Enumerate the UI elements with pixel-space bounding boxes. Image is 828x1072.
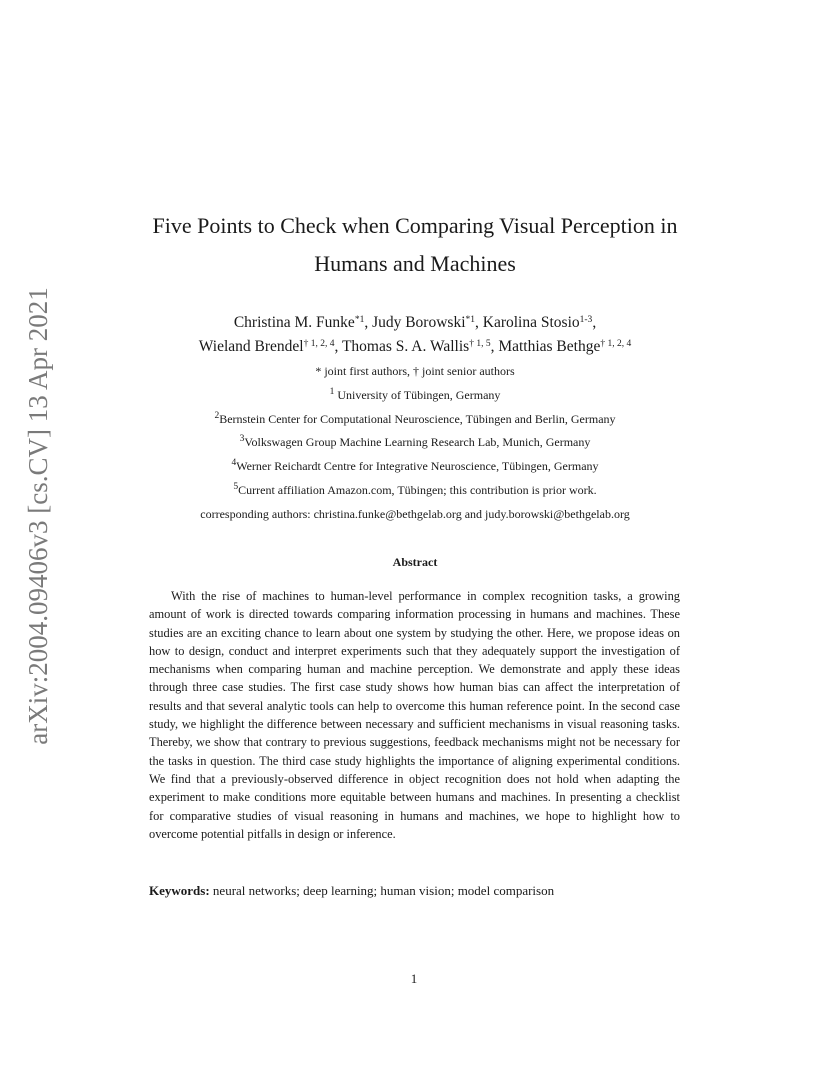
author: Karolina Stosio$^{1-3}$,	[482, 314, 597, 331]
author-mark: † 1, 2, 4	[303, 339, 335, 349]
abstract-body: With the rise of machines to human-level performance in complex recognition tasks, a growing amount of work is directed towards comparing information processing in humans and machines. These studies are an exciting chance to learn about one system by studying the other. Here, we propose ideas on how to design, conduct and interpret experiments such that they adequately support the investigation of mechanisms when comparing human and machine perception. We demonstrate and apply these ideas through three case studies. The first case study shows how human bias can affect the interpretation of results and that several analytic tools can help to overcome this human reference point. In the second case study, we highlight the difference between necessary and sufficient mechanisms in visual reasoning tasks. Thereby, we show that contrary to previous suggestions, feedback mechanisms might not be necessary for the tasks in question. The third case study highlights the importance of aligning experimental conditions. We find that a previously-observed difference in object recognition does not hold when adapting the experiment to make conditions more equitable between humans and machines. In presenting a checklist for comparative studies of visual reasoning in humans and machines, we hope to highlight how to overcome potential pitfalls in design or inference.	[149, 589, 680, 841]
author-name: Thomas S. A. Wallis	[341, 338, 470, 355]
corresponding-authors: corresponding authors: christina.funke@bethgelab.org and judy.borowski@bethgelab.org	[200, 507, 630, 521]
paper-title	[110, 207, 720, 283]
author-mark: † 1, 5	[469, 339, 491, 349]
affiliation-text: University of Tübingen, Germany	[334, 388, 501, 402]
author: Christina M. Funke$^{*1}$,	[233, 314, 373, 331]
affiliation-number: 4	[231, 458, 237, 468]
author-contribution-note: * joint first authors, † joint senior authors	[315, 364, 515, 378]
keywords-label: Keywords:	[149, 883, 210, 898]
author-mark: 1-3	[579, 315, 593, 325]
affiliation-text: Bernstein Center for Computational Neuroscience, Tübingen and Berlin, Germany	[219, 412, 616, 426]
author: Wieland Brendel$^{\dagger 1, 2, 4}$,	[198, 338, 342, 355]
author	[498, 338, 631, 355]
affiliation-2	[110, 411, 720, 427]
affiliation-text: Current affiliation Amazon.com, Tübingen; this contribution is prior work.	[238, 483, 597, 497]
affiliation-text: Werner Reichardt Centre for Integrative Neuroscience, Tübingen, Germany	[236, 459, 599, 473]
author-mark: *1	[354, 315, 365, 325]
arxiv-identifier-text: arXiv:2004.09406v3 [cs.CV] 13 Apr 2021	[23, 287, 53, 745]
paper-title-line-2: Humans and Machines	[314, 251, 516, 276]
affiliation-4	[110, 458, 720, 474]
affiliation-number: 1	[329, 387, 335, 397]
affiliation-5	[110, 482, 720, 498]
affiliation-number: 3	[239, 434, 245, 444]
keywords	[149, 882, 709, 900]
author-name: Judy Borowski	[372, 314, 466, 331]
author-list	[110, 311, 720, 359]
author-mark: † 1, 2, 4	[600, 339, 632, 349]
page-number: 1	[410, 971, 418, 986]
author-name: Christina M. Funke	[233, 314, 355, 331]
author: Thomas S. A. Wallis$^{\dagger 1, 5}$,	[341, 338, 499, 355]
affiliation-number: 2	[214, 411, 220, 421]
author-mark: *1	[465, 315, 476, 325]
paper-title-line-1: Five Points to Check when Comparing Visual Perception in	[152, 213, 678, 238]
affiliation-text: Volkswagen Group Machine Learning Research Lab, Munich, Germany	[244, 435, 591, 449]
author-name: Wieland Brendel	[198, 338, 304, 355]
author-name: Matthias Bethge	[498, 338, 601, 355]
affiliation-3	[110, 434, 720, 450]
affiliation-number: 5	[233, 482, 239, 492]
author-name: Karolina Stosio	[482, 314, 580, 331]
arxiv-identifier-stamp	[20, 286, 56, 746]
author: Judy Borowski$^{*1}$,	[372, 314, 483, 331]
affiliation-1	[110, 387, 720, 403]
keywords-text: neural networks; deep learning; human vision; model comparison	[209, 883, 555, 898]
abstract-heading: Abstract	[392, 555, 438, 569]
